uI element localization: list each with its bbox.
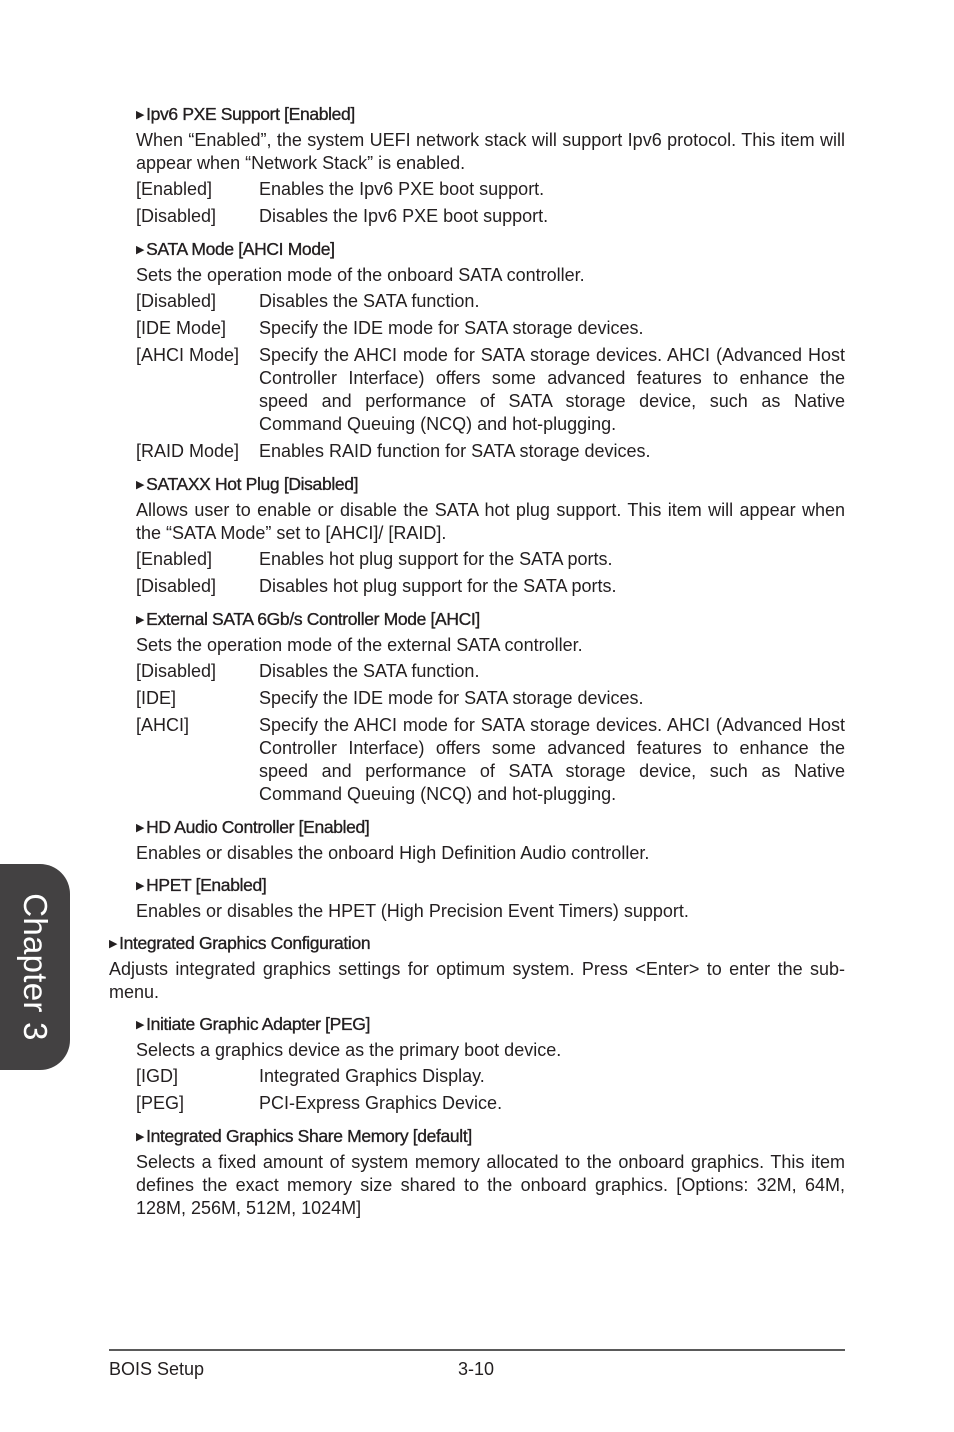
setting-heading — [136, 608, 845, 631]
setting-heading-text: Ipv6 PXE Support [Enabled] — [146, 104, 355, 124]
setting-integrated-graphics-configuration — [109, 932, 845, 1004]
setting-heading — [136, 238, 845, 261]
setting-heading — [136, 816, 845, 839]
page-content — [0, 103, 954, 1223]
page-number: 3-10 — [458, 1359, 495, 1379]
setting-heading-text: SATAXX Hot Plug [Disabled] — [146, 474, 359, 494]
option-value: Specify the AHCI mode for SATA storage devices. AHCI (Advanced Host Controller Interface) offers some advanced features to enhance the speed and performance of SATA storage device, such as Native Command Queuing (NCQ) and hot-plugging. — [259, 715, 845, 804]
setting-heading — [136, 874, 845, 897]
setting-heading-text: External SATA 6Gb/s Controller Mode [AHCI] — [146, 609, 480, 629]
setting-hd-audio-controller — [136, 816, 845, 865]
footer-title: BOIS Setup — [109, 1359, 205, 1379]
setting-heading-text: Integrated Graphics Share Memory [default] — [146, 1126, 472, 1146]
option-row — [136, 205, 845, 228]
setting-heading — [136, 473, 845, 496]
option-row — [136, 548, 845, 571]
option-value: Disables hot plug support for the SATA ports. — [259, 576, 617, 596]
option-row — [136, 714, 845, 806]
setting-initiate-graphic-adapter — [136, 1013, 845, 1115]
option-row — [136, 317, 845, 340]
option-value: PCI-Express Graphics Device. — [259, 1093, 503, 1113]
triangle-bullet-icon: ▶ — [136, 479, 145, 491]
triangle-bullet-icon: ▶ — [109, 938, 118, 950]
setting-external-sata-controller-mode — [136, 608, 845, 806]
setting-heading — [109, 932, 845, 955]
triangle-bullet-icon: ▶ — [136, 109, 145, 121]
setting-heading-text: HPET [Enabled] — [146, 875, 267, 895]
option-value: Disables the Ipv6 PXE boot support. — [259, 206, 549, 226]
setting-description: Enables or disables the HPET (High Precision Event Timers) support. — [136, 901, 689, 921]
option-key: [RAID Mode] — [136, 441, 240, 461]
setting-sata-mode — [136, 238, 845, 463]
setting-description: Selects a graphics device as the primary boot device. — [136, 1040, 562, 1060]
setting-heading — [136, 1013, 845, 1036]
option-key: [AHCI] — [136, 715, 190, 735]
option-value: Specify the IDE mode for SATA storage devices. — [259, 688, 644, 708]
option-row — [136, 1065, 845, 1088]
option-key: [Disabled] — [136, 291, 217, 311]
option-key: [Enabled] — [136, 179, 213, 199]
setting-description: Allows user to enable or disable the SATA hot plug support. This item will appear when the “SATA Mode” set to [AHCI]/ [RAID]. — [136, 500, 845, 543]
option-key: [Enabled] — [136, 549, 213, 569]
setting-heading-text: Integrated Graphics Configuration — [119, 933, 371, 953]
option-key: [Disabled] — [136, 661, 217, 681]
triangle-bullet-icon: ▶ — [136, 880, 145, 892]
chapter-tab — [0, 864, 70, 1070]
option-key: [IGD] — [136, 1066, 179, 1086]
setting-integrated-graphics-share-memory — [136, 1125, 845, 1220]
setting-heading — [136, 1125, 845, 1148]
option-row — [136, 1092, 845, 1115]
setting-description: Enables or disables the onboard High Definition Audio controller. — [136, 843, 650, 863]
setting-description: Selects a fixed amount of system memory allocated to the onboard graphics. This item defines the exact memory size shared to the onboard graphics. [Options: 32M, 64M, 128M, 256M, 512M, 1024M] — [136, 1152, 845, 1218]
option-value: Specify the AHCI mode for SATA storage devices. AHCI (Advanced Host Controller Interface) offers some advanced features to enhance the speed and performance of SATA storage device, such as Native Command Queuing (NCQ) and hot-plugging. — [259, 345, 845, 434]
option-row — [136, 687, 845, 710]
option-value: Disables the SATA function. — [259, 661, 480, 681]
triangle-bullet-icon: ▶ — [136, 822, 145, 834]
chapter-label: Chapter 3 — [17, 893, 54, 1041]
setting-hpet — [136, 874, 845, 923]
option-value: Enables hot plug support for the SATA ports. — [259, 549, 613, 569]
option-value: Specify the IDE mode for SATA storage devices. — [259, 318, 644, 338]
triangle-bullet-icon: ▶ — [136, 244, 145, 256]
setting-description: Sets the operation mode of the onboard SATA controller. — [136, 265, 585, 285]
option-key: [IDE] — [136, 688, 177, 708]
option-row — [136, 440, 845, 463]
option-row — [136, 660, 845, 683]
triangle-bullet-icon: ▶ — [136, 614, 145, 626]
option-value: Enables the Ipv6 PXE boot support. — [259, 179, 545, 199]
option-row — [136, 344, 845, 436]
option-key: [IDE Mode] — [136, 318, 227, 338]
setting-heading — [136, 103, 845, 126]
triangle-bullet-icon: ▶ — [136, 1019, 145, 1031]
setting-sataxx-hot-plug — [136, 473, 845, 598]
option-row — [136, 178, 845, 201]
option-key: [AHCI Mode] — [136, 345, 240, 365]
option-value: Integrated Graphics Display. — [259, 1066, 485, 1086]
setting-heading-text: SATA Mode [AHCI Mode] — [146, 239, 335, 259]
setting-heading-text: Initiate Graphic Adapter [PEG] — [146, 1014, 371, 1034]
setting-ipv6-pxe-support — [136, 103, 845, 228]
setting-description: When “Enabled”, the system UEFI network stack will support Ipv6 protocol. This item will appear when “Network Stack” is enabled. — [136, 130, 845, 173]
option-key: [PEG] — [136, 1093, 185, 1113]
setting-description: Adjusts integrated graphics settings for optimum system. Press <Enter> to enter the sub-menu. — [109, 959, 845, 1002]
option-key: [Disabled] — [136, 206, 217, 226]
option-value: Enables RAID function for SATA storage devices. — [259, 441, 651, 461]
setting-description: Sets the operation mode of the external SATA controller. — [136, 635, 583, 655]
option-value: Disables the SATA function. — [259, 291, 480, 311]
setting-heading-text: HD Audio Controller [Enabled] — [146, 817, 370, 837]
triangle-bullet-icon: ▶ — [136, 1131, 145, 1143]
option-key: [Disabled] — [136, 576, 217, 596]
footer-divider — [109, 1349, 845, 1351]
option-row — [136, 575, 845, 598]
option-row — [136, 290, 845, 313]
